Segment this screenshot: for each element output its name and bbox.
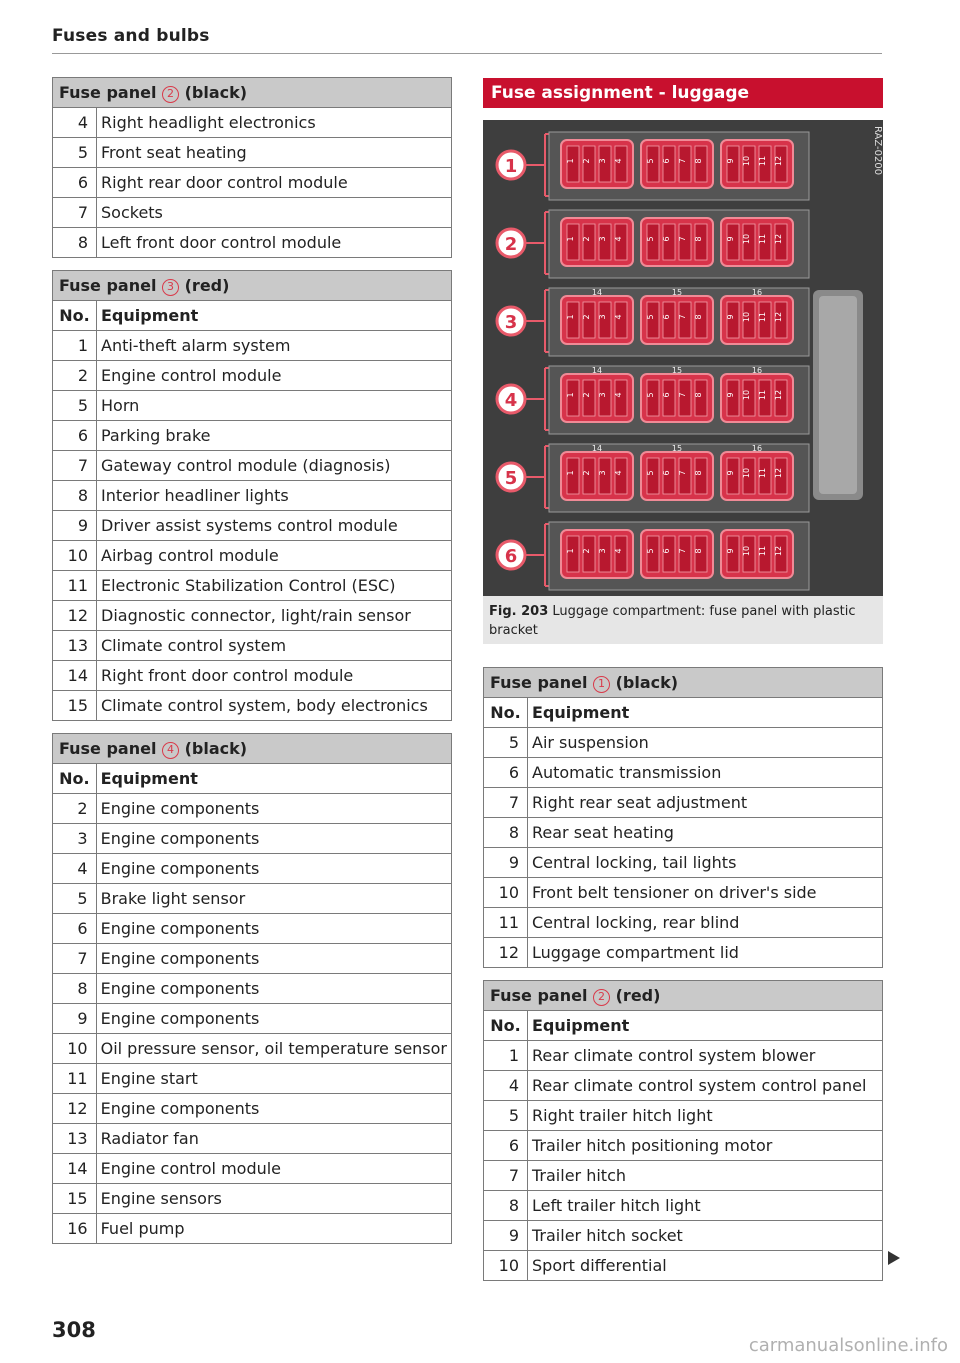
fuse-slot-number: 4	[614, 314, 623, 320]
fuse-slot-number: 7	[678, 470, 687, 476]
continue-arrow-icon	[888, 1251, 900, 1265]
fuse-number: 2	[53, 361, 97, 391]
fuse-table-panel-2-red	[483, 980, 883, 1281]
table-row	[484, 1191, 883, 1221]
fuse-slot-number: 10	[742, 155, 751, 167]
table-row	[53, 511, 452, 541]
fuse-slot-number: 2	[582, 314, 591, 320]
fuse-number: 9	[53, 511, 97, 541]
fuse-number: 5	[53, 391, 97, 421]
fuse-equipment: Rear climate control system control panel	[528, 1071, 883, 1101]
fuse-equipment: Engine components	[96, 1004, 451, 1034]
table-title: Fuse panel 1 (black)	[484, 668, 883, 698]
fuse-equipment: Right headlight electronics	[97, 108, 452, 138]
table-row	[53, 198, 452, 228]
table-row	[53, 451, 452, 481]
fuse-table-panel-3-red	[52, 270, 452, 721]
fuse-slot-number: 5	[646, 314, 655, 320]
fuse-equipment: Engine control module	[97, 361, 452, 391]
table-row	[53, 884, 452, 914]
watermark: carmanualsonline.info	[748, 1335, 948, 1356]
table-row	[484, 848, 883, 878]
fuse-number: 6	[484, 758, 528, 788]
fuse-slot-number: 10	[742, 467, 751, 479]
fuse-equipment: Diagnostic connector, light/rain sensor	[97, 601, 452, 631]
figure-caption	[483, 596, 883, 644]
fuse-number: 2	[53, 794, 97, 824]
fuse-equipment: Fuel pump	[96, 1214, 451, 1244]
column-header-row	[484, 698, 883, 728]
table-header-row	[53, 271, 452, 301]
fuse-slot-number: 5	[646, 158, 655, 164]
fuse-number: 10	[484, 1251, 528, 1281]
fuse-number: 4	[484, 1071, 528, 1101]
fuse-number: 14	[53, 1154, 97, 1184]
fuse-slot-number: 4	[614, 392, 623, 398]
fuse-equipment: Engine components	[96, 914, 451, 944]
fuse-slot-number: 11	[758, 233, 767, 245]
fuse-top-number: 16	[751, 444, 763, 453]
fuse-slot-number: 7	[678, 392, 687, 398]
fuse-number: 15	[53, 691, 97, 721]
table-row	[484, 1221, 883, 1251]
fuse-equipment: Rear climate control system blower	[528, 1041, 883, 1071]
fuse-slot-number: 3	[598, 392, 607, 398]
fuse-slot-number: 12	[774, 545, 783, 557]
figure-fuse-panel	[483, 120, 883, 644]
table-title: Fuse panel 3 (red)	[53, 271, 452, 301]
fuse-top-number: 16	[751, 288, 763, 297]
fuse-equipment: Central locking, tail lights	[528, 848, 883, 878]
fuse-slot-number: 5	[646, 470, 655, 476]
fuse-equipment: Air suspension	[528, 728, 883, 758]
table-row	[484, 1161, 883, 1191]
fuse-equipment: Sockets	[97, 198, 452, 228]
column-header-row	[53, 764, 452, 794]
fuse-slot-number: 3	[598, 158, 607, 164]
callout-label: 5	[504, 468, 518, 489]
column-header-row	[53, 301, 452, 331]
fuse-slot-number: 1	[566, 314, 575, 320]
fuse-number: 10	[53, 1034, 97, 1064]
fuse-slot-number: 5	[646, 548, 655, 554]
column-header-equipment: Equipment	[528, 1011, 883, 1041]
fuse-number: 5	[484, 728, 528, 758]
table-row	[53, 571, 452, 601]
fuse-slot-number: 4	[614, 548, 623, 554]
table-row	[53, 794, 452, 824]
fuse-number: 13	[53, 631, 97, 661]
fuse-slot-number: 2	[582, 158, 591, 164]
fuse-number: 15	[53, 1184, 97, 1214]
fuse-slot-number: 2	[582, 236, 591, 242]
table-row	[53, 1094, 452, 1124]
fuse-number: 12	[484, 938, 528, 968]
fuse-equipment: Climate control system	[97, 631, 452, 661]
fuse-slot-number: 12	[774, 389, 783, 401]
fuse-slot-number: 8	[694, 158, 703, 164]
fuse-number: 6	[53, 914, 97, 944]
fuse-number: 12	[53, 601, 97, 631]
column-header-no: No.	[484, 698, 528, 728]
table-row	[53, 944, 452, 974]
table-row	[53, 824, 452, 854]
fuse-equipment: Trailer hitch	[528, 1161, 883, 1191]
fuse-equipment: Brake light sensor	[96, 884, 451, 914]
fuse-slot-number: 6	[662, 470, 671, 476]
table-row	[53, 228, 452, 258]
fuse-number: 7	[53, 944, 97, 974]
fuse-number: 5	[484, 1101, 528, 1131]
fuse-slot-number: 3	[598, 548, 607, 554]
fuse-top-number: 14	[591, 444, 603, 453]
fuse-slot-number: 9	[726, 470, 735, 476]
table-row	[53, 361, 452, 391]
left-column	[52, 77, 452, 1256]
right-column	[483, 78, 883, 1293]
fuse-number: 6	[53, 421, 97, 451]
fuse-slot-number: 8	[694, 470, 703, 476]
fuse-slot-number: 9	[726, 236, 735, 242]
fuse-equipment: Driver assist systems control module	[97, 511, 452, 541]
fuse-number: 10	[484, 878, 528, 908]
fuse-slot-number: 7	[678, 236, 687, 242]
fuse-number: 14	[53, 661, 97, 691]
column-header-equipment: Equipment	[96, 764, 451, 794]
fuse-slot-number: 3	[598, 236, 607, 242]
table-row	[53, 631, 452, 661]
fuse-equipment: Engine components	[96, 974, 451, 1004]
fuse-equipment: Sport differential	[528, 1251, 883, 1281]
fuse-number: 4	[53, 854, 97, 884]
fuse-equipment: Parking brake	[97, 421, 452, 451]
fuse-equipment: Engine components	[96, 1094, 451, 1124]
fuse-slot-number: 6	[662, 236, 671, 242]
fuse-slot-number: 1	[566, 158, 575, 164]
fuse-equipment: Engine control module	[96, 1154, 451, 1184]
fuse-slot-number: 9	[726, 314, 735, 320]
fuse-slot-number: 11	[758, 311, 767, 323]
table-row	[53, 481, 452, 511]
fuse-slot-number: 10	[742, 545, 751, 557]
fuse-equipment: Engine sensors	[96, 1184, 451, 1214]
table-row	[53, 331, 452, 361]
fuse-equipment: Left front door control module	[97, 228, 452, 258]
fuse-equipment: Luggage compartment lid	[528, 938, 883, 968]
fuse-table-panel-2-black	[52, 77, 452, 258]
fuse-slot-number: 1	[566, 470, 575, 476]
callout-marker: 2	[162, 86, 179, 103]
fuse-equipment: Engine components	[96, 794, 451, 824]
page-title: Fuses and bulbs	[52, 26, 210, 46]
table-row	[53, 1064, 452, 1094]
fuse-slot-number: 7	[678, 314, 687, 320]
table-row	[53, 138, 452, 168]
fuse-number: 12	[53, 1094, 97, 1124]
table-row	[53, 1154, 452, 1184]
table-header-row	[484, 981, 883, 1011]
page-header	[52, 26, 882, 54]
fuse-slot-number: 6	[662, 548, 671, 554]
section-title: Fuse assignment - luggage	[483, 78, 883, 108]
table-row	[53, 1004, 452, 1034]
fuse-equipment: Engine start	[96, 1064, 451, 1094]
fuse-equipment: Gateway control module (diagnosis)	[97, 451, 452, 481]
fuse-slot-number: 11	[758, 155, 767, 167]
fuse-slot-number: 1	[566, 236, 575, 242]
table-row	[53, 168, 452, 198]
fuse-panel-illustration	[483, 120, 883, 596]
fuse-number: 7	[53, 198, 97, 228]
table-row	[484, 938, 883, 968]
fuse-slot-number: 2	[582, 470, 591, 476]
table-row	[53, 1034, 452, 1064]
table-row	[484, 1131, 883, 1161]
table-title: Fuse panel 4 (black)	[53, 734, 452, 764]
table-row	[53, 541, 452, 571]
fuse-slot-number: 7	[678, 548, 687, 554]
fuse-number: 8	[53, 974, 97, 1004]
fuse-number: 11	[484, 908, 528, 938]
column-header-equipment: Equipment	[528, 698, 883, 728]
fuse-equipment: Front belt tensioner on driver's side	[528, 878, 883, 908]
column-header-no: No.	[53, 301, 97, 331]
fuse-slot-number: 9	[726, 548, 735, 554]
fuse-number: 11	[53, 1064, 97, 1094]
table-row	[484, 758, 883, 788]
table-row	[53, 691, 452, 721]
fuse-number: 5	[53, 138, 97, 168]
fuse-slot-number: 11	[758, 389, 767, 401]
table-header-row	[53, 734, 452, 764]
fuse-number: 9	[484, 1221, 528, 1251]
fuse-number: 11	[53, 571, 97, 601]
table-row	[53, 601, 452, 631]
fuse-slot-number: 11	[758, 545, 767, 557]
fuse-number: 6	[484, 1131, 528, 1161]
fuse-slot-number: 4	[614, 236, 623, 242]
callout-marker: 4	[162, 742, 179, 759]
fuse-slot-number: 4	[614, 158, 623, 164]
fuse-slot-number: 7	[678, 158, 687, 164]
fuse-equipment: Right front door control module	[97, 661, 452, 691]
table-row	[484, 728, 883, 758]
fuse-slot-number: 12	[774, 233, 783, 245]
fuse-number: 6	[53, 168, 97, 198]
fuse-top-number: 16	[751, 366, 763, 375]
fuse-top-number: 14	[591, 288, 603, 297]
fuse-table-panel-4-black	[52, 733, 452, 1244]
fuse-equipment: Trailer hitch socket	[528, 1221, 883, 1251]
callout-marker: 3	[162, 279, 179, 296]
fuse-slot-number: 5	[646, 236, 655, 242]
table-row	[484, 1251, 883, 1281]
fuse-equipment: Right trailer hitch light	[528, 1101, 883, 1131]
page-number: 308	[52, 1318, 96, 1342]
fuse-slot-number: 6	[662, 392, 671, 398]
table-row	[53, 661, 452, 691]
fuse-slot-number: 3	[598, 470, 607, 476]
callout-label: 3	[504, 312, 518, 333]
column-header-no: No.	[53, 764, 97, 794]
fuse-slot-number: 2	[582, 392, 591, 398]
fuse-top-number: 15	[671, 444, 683, 453]
callout-label: 2	[504, 234, 518, 255]
fuse-slot-number: 8	[694, 236, 703, 242]
callout-label: 1	[504, 156, 518, 177]
fuse-number: 7	[484, 788, 528, 818]
fuse-equipment: Climate control system, body electronics	[97, 691, 452, 721]
fuse-equipment: Radiator fan	[96, 1124, 451, 1154]
table-row	[53, 391, 452, 421]
table-row	[53, 1214, 452, 1244]
table-row	[53, 421, 452, 451]
fuse-slot-number: 10	[742, 389, 751, 401]
table-row	[484, 1041, 883, 1071]
fuse-equipment: Airbag control module	[97, 541, 452, 571]
table-header-row	[53, 78, 452, 108]
fuse-number: 7	[53, 451, 97, 481]
fuse-slot-number: 8	[694, 392, 703, 398]
fuse-number: 8	[484, 1191, 528, 1221]
fuse-slot-number: 5	[646, 392, 655, 398]
fuse-slot-number: 12	[774, 467, 783, 479]
fuse-slot-number: 11	[758, 467, 767, 479]
fuse-slot-number: 6	[662, 158, 671, 164]
fuse-equipment: Rear seat heating	[528, 818, 883, 848]
fuse-equipment: Engine components	[96, 854, 451, 884]
fuse-equipment: Left trailer hitch light	[528, 1191, 883, 1221]
fuse-equipment: Front seat heating	[97, 138, 452, 168]
table-title: Fuse panel 2 (red)	[484, 981, 883, 1011]
fuse-number: 8	[484, 818, 528, 848]
table-row	[484, 908, 883, 938]
fuse-number: 1	[53, 331, 97, 361]
table-row	[53, 108, 452, 138]
figure-caption-text: Luggage compartment: fuse panel with plastic bracket	[489, 604, 856, 638]
fuse-top-number: 14	[591, 366, 603, 375]
fuse-equipment: Horn	[97, 391, 452, 421]
callout-marker: 2	[593, 989, 610, 1006]
table-row	[484, 1101, 883, 1131]
callout-label: 6	[504, 546, 518, 567]
fuse-slot-number: 10	[742, 233, 751, 245]
fuse-equipment: Trailer hitch positioning motor	[528, 1131, 883, 1161]
fuse-top-number: 15	[671, 288, 683, 297]
fuse-top-number: 15	[671, 366, 683, 375]
fuse-slot-number: 6	[662, 314, 671, 320]
fuse-number: 10	[53, 541, 97, 571]
table-row	[53, 1124, 452, 1154]
fuse-number: 8	[53, 481, 97, 511]
table-row	[53, 1184, 452, 1214]
table-title: Fuse panel 2 (black)	[53, 78, 452, 108]
table-header-row	[484, 668, 883, 698]
fuse-slot-number: 2	[582, 548, 591, 554]
fuse-slot-number: 1	[566, 392, 575, 398]
column-header-no: No.	[484, 1011, 528, 1041]
table-row	[484, 878, 883, 908]
fuse-equipment: Engine components	[96, 944, 451, 974]
table-row	[53, 854, 452, 884]
fuse-equipment: Central locking, rear blind	[528, 908, 883, 938]
fuse-number: 8	[53, 228, 97, 258]
fuse-equipment: Right rear seat adjustment	[528, 788, 883, 818]
fuse-equipment: Right rear door control module	[97, 168, 452, 198]
fuse-slot-number: 8	[694, 548, 703, 554]
fuse-slot-number: 9	[726, 392, 735, 398]
table-row	[484, 818, 883, 848]
fuse-slot-number: 3	[598, 314, 607, 320]
callout-label: 4	[504, 390, 518, 411]
fuse-table-panel-1-black	[483, 667, 883, 968]
fuse-number: 3	[53, 824, 97, 854]
fuse-slot-number: 9	[726, 158, 735, 164]
fuse-equipment: Anti-theft alarm system	[97, 331, 452, 361]
table-row	[53, 974, 452, 1004]
fuse-slot-number: 12	[774, 155, 783, 167]
fuse-slot-number: 10	[742, 311, 751, 323]
callout-marker: 1	[593, 676, 610, 693]
fuse-number: 1	[484, 1041, 528, 1071]
figure-label: Fig. 203	[489, 604, 549, 619]
fuse-slot-number: 1	[566, 548, 575, 554]
fuse-number: 9	[484, 848, 528, 878]
fuse-number: 4	[53, 108, 97, 138]
fuse-equipment: Engine components	[96, 824, 451, 854]
fuse-number: 9	[53, 1004, 97, 1034]
fuse-number: 5	[53, 884, 97, 914]
fuse-slot-number: 12	[774, 311, 783, 323]
fuse-equipment: Interior headliner lights	[97, 481, 452, 511]
fuse-equipment: Oil pressure sensor, oil temperature sensor	[96, 1034, 451, 1064]
fuse-number: 16	[53, 1214, 97, 1244]
fuse-number: 13	[53, 1124, 97, 1154]
column-header-equipment: Equipment	[97, 301, 452, 331]
table-row	[484, 1071, 883, 1101]
table-row	[53, 914, 452, 944]
fuse-number: 7	[484, 1161, 528, 1191]
column-header-row	[484, 1011, 883, 1041]
fuse-slot-number: 4	[614, 470, 623, 476]
fuse-equipment: Automatic transmission	[528, 758, 883, 788]
figure-code: RAZ-0200	[872, 126, 883, 176]
fuse-equipment: Electronic Stabilization Control (ESC)	[97, 571, 452, 601]
table-row	[484, 788, 883, 818]
fuse-slot-number: 8	[694, 314, 703, 320]
